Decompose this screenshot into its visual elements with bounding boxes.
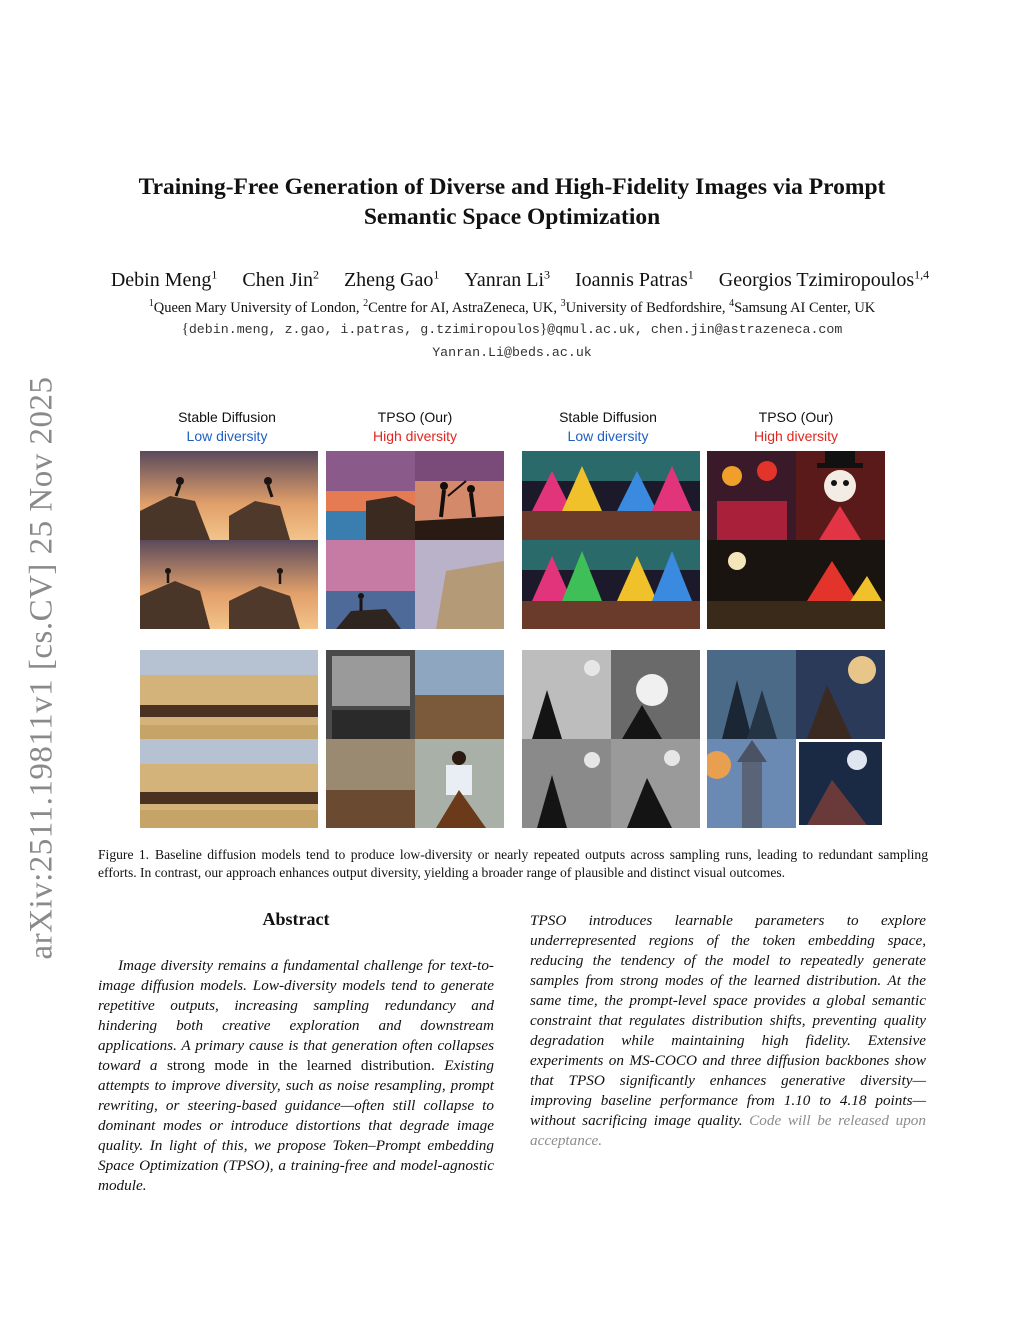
abstract-left-column: Image diversity remains a fundamental challenge for text-to-image diffusion models. Low-diversity models tend to generate repetitive outputs, increasing sampling redundancy and hindering both creative exploration and downstream applications. A primary cause is that generation often collapses toward a strong mode in the learned distribution. Existing attempts to improve diversity, such as noise resampling, prompt rewriting, or steering-based guidance—often still collapse to dominant modes or introduce distortions that degrade image quality. In light of this, we propose Token–Prompt embedding Space Optimization (TPSO), a training-free and model-agnostic module.: [98, 957, 494, 1194]
figure-column-header: TPSO (Our) High diversity: [372, 409, 458, 444]
arxiv-id: arXiv:2511.19811v1 [cs.CV] 25 Nov 2025: [23, 376, 60, 960]
paper-title: [110, 172, 914, 232]
figure-panel-horses-tpso: [326, 650, 504, 828]
title-line-2: Semantic Space Optimization: [363, 204, 661, 230]
author: Debin Meng$^1$: [110, 267, 218, 291]
caption-label: Figure 1.: [98, 847, 150, 862]
figure-panel-carnival-baseline: [522, 451, 700, 629]
figure-caption: [98, 846, 928, 882]
figure-column-header: TPSO (Our) High diversity: [753, 409, 839, 444]
author: Zheng Gao$^1$: [343, 267, 440, 291]
figure-panel-castle-baseline: [522, 650, 700, 828]
email-line-1: {debin.meng, z.gao, i.patras, g.tzimiropoulos}@qmul.ac.uk, chen.jin@astrazeneca.com: [181, 321, 843, 337]
author: Georgios Tzimiropoulos$^{1,4}$: [718, 267, 930, 291]
figure-column-header: Stable Diffusion Low diversity: [178, 409, 276, 444]
caption-text: Baseline diffusion models tend to produce low-diversity or nearly repeated outputs across sampling runs, leading to redundant sampling efforts. In contrast, our approach enhances output diversity, yielding a broader range of plausible and distinct visual outcomes.: [98, 847, 928, 880]
figure-panel-carnival-tpso: [707, 451, 885, 629]
abstract-right-column: TPSO introduces learnable parameters to explore underrepresented regions of the token embedding space, reducing the tendency of the model to repeatedly generate samples from strong modes of the learned distribution. At the same time, the prompt-level space provides a global semantic constraint that regulates distribution shifts, preventing quality degradation while maintaining high fidelity. Extensive experiments on MS-COCO and three diffusion backbones show that TPSO significantly enhances generative diversity—improving baseline performance from 1.10 to 4.18 points—without sacrificing image quality. Code will be released upon acceptance.: [530, 912, 926, 1149]
email-line-2: Yanran.Li@beds.ac.uk: [432, 345, 592, 360]
author-list: [90, 267, 950, 292]
figure-panel-cliff-baseline: [140, 451, 318, 629]
title-line-1: Training-Free Generation of Diverse and High-Fidelity Images via Prompt: [138, 174, 886, 200]
email-group: debin.meng, z.gao, i.patras, g.tzimiropoulos: [188, 322, 540, 337]
author: Yanran Li$^3$: [464, 267, 551, 291]
abstract-heading: Abstract: [262, 909, 330, 929]
figure-panel-cliff-tpso: [326, 451, 504, 629]
figure-panel-horses-baseline: [140, 650, 318, 828]
code-availability-note: Code will be released upon acceptance.: [530, 1112, 926, 1149]
arxiv-stamp: [4, 368, 84, 968]
author: Ioannis Patras$^1$: [575, 267, 694, 291]
affiliations: $^1$Queen Mary University of London, $^2$Centre for AI, AstraZeneca, UK, $^3$University of Bedfordshire, $^4$Samsung AI Center, UK: [148, 298, 876, 316]
author: Chen Jin$^2$: [242, 267, 319, 291]
figure-panel-castle-tpso: [707, 650, 885, 828]
email-rest: @qmul.ac.uk, chen.jin@astrazeneca.com: [547, 322, 843, 337]
figure-column-header: Stable Diffusion Low diversity: [559, 409, 657, 444]
